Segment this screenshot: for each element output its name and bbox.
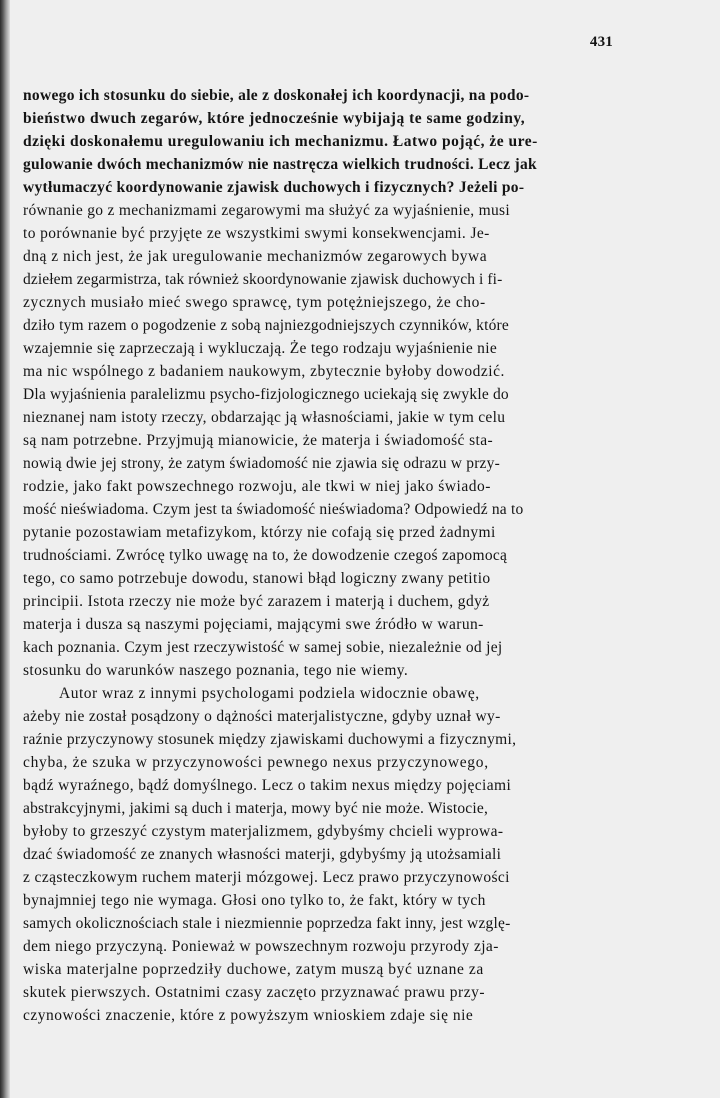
- text-line: wytłumaczyć koordynowanie zjawisk duchowych i fizycznych? Jeżeli po-: [23, 179, 525, 196]
- text-line: abstrakcyjnymi, jakimi są duch i materja, mowy być nie może. Wistocie,: [23, 800, 489, 817]
- text-line: mość nieświadoma. Czym jest ta świadomość nieświadoma? Odpowiedź na to: [23, 501, 524, 518]
- text-line: wzajemnie się zaprzeczają i wykluczają. Że tego rodzaju wyjaśnienie nie: [23, 340, 498, 357]
- text-line: gulowanie dwóch mechanizmów nie nastręcza wielkich trudności. Lecz jak: [23, 156, 537, 173]
- text-line: dzięki doskonałemu uregulowaniu ich mechanizmu. Łatwo pojąć, że ure-: [23, 133, 538, 150]
- text-line: ma nic wspólnego z badaniem naukowym, zbytecznie byłoby dowodzić.: [23, 363, 505, 380]
- text-line: raźnie przyczynowy stosunek między zjawiskami duchowymi a fizycznymi,: [23, 731, 517, 748]
- text-line: równanie go z mechanizmami zegarowymi ma służyć za wyjaśnienie, musi: [23, 202, 510, 219]
- text-line: byłoby to grzeszyć czystym materjalizmem, gdybyśmy chcieli wyprowa-: [23, 823, 504, 840]
- text-line: pytanie pozostawiam metafizykom, którzy nie cofają się przed żadnymi: [23, 524, 496, 541]
- text-line: nowego ich stosunku do siebie, ale z doskonałej ich koordynacji, na podo-: [23, 87, 530, 104]
- text-line: dzać świadomość ze znanych własności materji, gdybyśmy ją utożsamiali: [23, 846, 502, 863]
- text-line: bądź wyraźnego, bądź domyślnego. Lecz o takim nexus między pojęciami: [23, 777, 512, 794]
- text-line: zycznych musiało mieć swego sprawcę, tym potężniejszego, że cho-: [23, 294, 486, 311]
- text-line: wiska materjalne poprzedziły duchowe, zatym muszą być uznane za: [23, 961, 484, 978]
- text-line: samych okolicznościach stale i niezmiennie poprzedza fakt inny, jest wzglę-: [23, 915, 511, 932]
- text-line: rodzie, jako fakt powszechnego rozwoju, ale tkwi w niej jako świado-: [23, 478, 491, 495]
- text-line: czynowości znaczenie, które z powyższym wnioskiem zdaje się nie: [23, 1007, 474, 1024]
- text-line: są nam potrzebne. Przyjmują mianowicie, że materja i świadomość sta-: [23, 432, 494, 449]
- text-line: bieństwo dwuch zegarów, które jednocześnie wybijają te same godziny,: [23, 110, 526, 127]
- text-line: skutek pierwszych. Ostatnimi czasy zaczęto przyznawać prawu przy-: [23, 984, 486, 1001]
- text-line: dem niego przyczyną. Ponieważ w powszechnym rozwoju przyrody zja-: [23, 938, 499, 955]
- text-line: tego, co samo potrzebuje dowodu, stanowi błąd logiczny zwany petitio: [23, 570, 491, 587]
- text-line: materja i dusza są naszymi pojęciami, mającymi swe źródło w warun-: [23, 616, 484, 633]
- text-line: nowią dwie jej strony, że zatym świadomość nie zjawia się odrazu w przy-: [23, 455, 500, 472]
- text-line: dną z nich jest, że jak uregulowanie mechanizmów zegarowych bywa: [23, 248, 488, 265]
- text-line: to porównanie być przyjęte ze wszystkimi swymi konsekwencjami. Je-: [23, 225, 490, 242]
- text-line: chyba, że szuka w przyczynowości pewnego nexus przyczynowego,: [23, 754, 489, 771]
- text-line: dziełem zegarmistrza, tak również skoordynowanie zjawisk duchowych i fi-: [23, 271, 503, 288]
- text-line: Dla wyjaśnienia paralelizmu psycho-fizjologicznego uciekają się zwykle do: [23, 386, 509, 403]
- text-line: nieznanej nam istoty rzeczy, obdarzając ją własnościami, jakie w tym celu: [23, 409, 506, 426]
- text-line: Autor wraz z innymi psychologami podziela widocznie obawę,: [59, 685, 480, 702]
- text-line: principii. Istota rzeczy nie może być zarazem i materją i duchem, gdyż: [23, 593, 490, 610]
- text-line: kach poznania. Czym jest rzeczywistość w samej sobie, niezależnie od jej: [23, 639, 503, 656]
- text-line: ażeby nie został posądzony o dążności materjalistyczne, gdyby uznał wy-: [23, 708, 501, 725]
- page-number: 431: [589, 34, 613, 50]
- text-line: stosunku do warunków naszego poznania, tego nie wiemy.: [23, 662, 409, 679]
- body-text: [23, 84, 613, 1027]
- text-line: dziło tym razem o pogodzenie z sobą najniezgodniejszych czynników, które: [23, 317, 509, 334]
- text-line: bynajmniej tego nie wymaga. Głosi ono tylko to, że fakt, który w tych: [23, 892, 486, 909]
- page-edge-shadow: [0, 0, 10, 1098]
- text-line: z cząsteczkowym ruchem materji mózgowej. Lecz prawo przyczynowości: [23, 869, 510, 886]
- text-line: trudnościami. Zwrócę tylko uwagę na to, że dowodzenie czegoś zapomocą: [23, 547, 508, 564]
